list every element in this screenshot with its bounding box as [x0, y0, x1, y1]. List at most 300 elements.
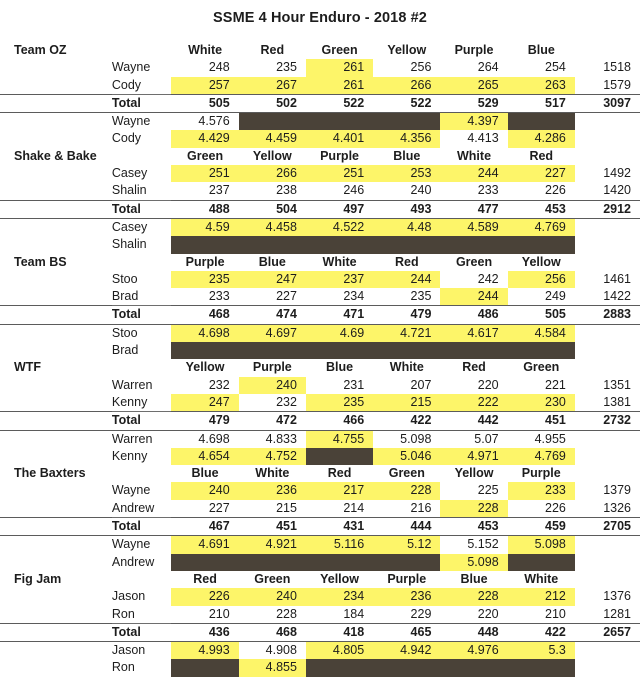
- team-name: WTF: [14, 360, 42, 375]
- team-name: Team BS: [14, 254, 67, 269]
- colour-header-yellow: Yellow: [252, 148, 292, 163]
- spacer-cell: [0, 130, 112, 147]
- lap-cell: [306, 342, 373, 359]
- total-cell: 436: [171, 623, 238, 641]
- total-cell: 422: [508, 623, 575, 641]
- lap-cell: 4.833: [239, 430, 306, 448]
- lap-row: [0, 218, 640, 236]
- total-label: Total: [112, 94, 172, 112]
- colour-header-purple: Purple: [252, 360, 292, 375]
- colour-header-purple: Purple: [387, 571, 427, 586]
- lap-cell: 4.413: [467, 131, 499, 146]
- score-cell: 235: [410, 289, 432, 304]
- spacer-cell: [0, 412, 112, 430]
- lap-cell: 4.755: [306, 430, 373, 448]
- total-cell: 493: [373, 200, 440, 218]
- row-total: 1492: [603, 166, 631, 181]
- score-cell: 232: [208, 377, 230, 392]
- lap-cell: 5.098: [373, 430, 440, 448]
- lap-cell: 4.855: [239, 659, 306, 676]
- score-cell: 215: [373, 394, 440, 412]
- spacer-cell: [112, 42, 172, 59]
- total-cell: 453: [508, 200, 575, 218]
- spacer-cell: [575, 113, 640, 131]
- lap-cell: 4.459: [239, 130, 306, 147]
- team-name: The Baxters: [14, 466, 86, 481]
- lap-cell: 4.654: [171, 448, 238, 465]
- spacer-cell: [0, 165, 112, 182]
- score-cell: 257: [171, 77, 238, 95]
- total-cell: 471: [306, 306, 373, 324]
- total-cell: 468: [239, 623, 306, 641]
- total-cell: 444: [373, 518, 440, 536]
- score-cell: 236: [239, 482, 306, 499]
- score-cell: 231: [343, 377, 365, 392]
- row-total: 1579: [603, 77, 631, 92]
- lap-row: [0, 324, 640, 342]
- lap-cell: [171, 236, 238, 253]
- row-total: 1326: [603, 500, 631, 515]
- lap-driver-name: Brad: [111, 343, 139, 358]
- grand-total: 2657: [575, 623, 640, 641]
- spacer-cell: [112, 254, 172, 271]
- colour-header-red: Red: [193, 571, 217, 586]
- total-cell: 448: [440, 623, 507, 641]
- lap-cell: 5.3: [508, 642, 575, 660]
- lap-cell: 4.698: [171, 324, 238, 342]
- score-cell: 265: [440, 77, 507, 95]
- total-cell: 467: [171, 518, 238, 536]
- lap-cell: [239, 342, 306, 359]
- driver-name: Stoo: [111, 271, 138, 286]
- lap-row: [0, 642, 640, 660]
- total-cell: 431: [306, 518, 373, 536]
- driver-name: Andrew: [112, 500, 172, 518]
- lap-cell: [508, 113, 575, 131]
- score-cell: 228: [276, 606, 297, 621]
- spacer-cell: [0, 94, 112, 112]
- colour-header-purple: Purple: [320, 148, 359, 163]
- team-name: Fig Jam: [14, 571, 62, 586]
- score-cell: 247: [239, 271, 306, 288]
- lap-cell: 4.976: [440, 642, 507, 660]
- lap-row: [0, 113, 640, 131]
- spacer-cell: [0, 182, 112, 200]
- row-total: 1379: [603, 483, 631, 498]
- spacer-cell: [0, 588, 112, 605]
- lap-cell: 4.286: [508, 130, 575, 147]
- score-cell: 235: [171, 271, 238, 288]
- colour-header-red: Red: [260, 43, 285, 57]
- score-cell: 226: [545, 500, 566, 515]
- lap-driver-name: Ron: [111, 660, 135, 675]
- lap-cell: [508, 554, 575, 571]
- colour-header-yellow: Yellow: [454, 466, 494, 481]
- spacer-cell: [0, 59, 112, 76]
- lap-cell: [373, 113, 440, 131]
- colour-header-red: Red: [529, 148, 554, 163]
- lap-driver-name: Jason: [112, 642, 172, 660]
- total-cell: 479: [171, 412, 238, 430]
- table-row: [0, 77, 640, 95]
- lap-driver-name: Shalin: [111, 237, 147, 252]
- row-total: 1381: [603, 394, 631, 409]
- spacer-cell: [0, 518, 112, 536]
- spacer-cell: [0, 113, 112, 131]
- score-cell: 240: [171, 482, 238, 499]
- lap-cell: 5.098: [440, 554, 507, 571]
- colour-header-row: [0, 571, 640, 588]
- lap-cell: 4.955: [508, 430, 575, 448]
- lap-cell: 4.691: [171, 536, 238, 554]
- spacer-cell: [575, 42, 640, 59]
- score-cell: 251: [171, 165, 238, 182]
- spacer-cell: [0, 324, 112, 342]
- lap-cell: 4.971: [440, 448, 507, 465]
- score-cell: 227: [208, 500, 230, 515]
- table-row: [0, 606, 640, 624]
- score-cell: 236: [373, 588, 440, 605]
- lap-cell: 4.697: [239, 324, 306, 342]
- lap-cell: [440, 342, 507, 359]
- score-cell: 235: [276, 60, 297, 75]
- lap-cell: 4.356: [373, 130, 440, 147]
- table-row: [0, 288, 640, 306]
- colour-header-white: White: [457, 148, 492, 163]
- colour-header-blue: Blue: [326, 360, 354, 375]
- total-cell: 522: [306, 94, 373, 112]
- colour-header-blue: Blue: [393, 148, 421, 163]
- score-cell: 244: [373, 271, 440, 288]
- score-cell: 244: [440, 165, 507, 182]
- grand-total: 2732: [575, 412, 640, 430]
- total-cell: 468: [171, 306, 238, 324]
- score-cell: 217: [306, 482, 373, 499]
- driver-name: Kenny: [112, 394, 172, 412]
- grand-total: 3097: [575, 94, 640, 112]
- score-cell: 261: [306, 59, 373, 76]
- score-cell: 184: [343, 606, 365, 621]
- spacer-cell: [575, 254, 640, 271]
- score-cell: 230: [508, 394, 575, 412]
- total-cell: 529: [440, 94, 507, 112]
- score-cell: 226: [171, 588, 238, 605]
- driver-name: Ron: [112, 606, 172, 624]
- lap-cell: 4.584: [508, 324, 575, 342]
- score-cell: 220: [477, 377, 499, 392]
- lap-driver-name: Wayne: [112, 536, 172, 554]
- spacer-cell: [0, 554, 112, 571]
- colour-header-green: Green: [455, 254, 493, 269]
- score-cell: 244: [440, 288, 507, 306]
- total-row: [0, 94, 640, 112]
- spacer-cell: [0, 236, 112, 253]
- lap-row: [0, 554, 640, 571]
- lap-cell: 4.401: [306, 130, 373, 147]
- lap-cell: [239, 236, 306, 253]
- table-row: [0, 165, 640, 182]
- driver-name: Brad: [112, 288, 172, 306]
- score-cell: 220: [477, 606, 499, 621]
- score-cell: 212: [508, 588, 575, 605]
- lap-driver-name: Stoo: [112, 324, 172, 342]
- lap-cell: 4.721: [373, 324, 440, 342]
- spacer-cell: [0, 377, 112, 394]
- total-label: Total: [112, 412, 172, 430]
- lap-cell: 4.48: [373, 218, 440, 236]
- score-cell: 226: [545, 183, 566, 198]
- score-cell: 266: [373, 77, 440, 95]
- score-cell: 210: [545, 606, 566, 621]
- total-row: [0, 412, 640, 430]
- lap-cell: [239, 113, 306, 131]
- spacer-cell: [0, 394, 112, 412]
- spacer-cell: [575, 536, 640, 554]
- total-cell: 517: [508, 94, 575, 112]
- total-cell: 459: [508, 518, 575, 536]
- lap-row: [0, 236, 640, 253]
- row-total: 1376: [603, 589, 631, 604]
- spacer-cell: [112, 359, 172, 376]
- lap-driver-name: Wayne: [112, 113, 172, 131]
- lap-cell: 4.908: [239, 642, 306, 660]
- spacer-cell: [112, 465, 172, 482]
- total-cell: 453: [440, 518, 507, 536]
- score-cell: 256: [508, 271, 575, 288]
- lap-driver-name: Cody: [111, 131, 142, 146]
- colour-header-green: Green: [523, 360, 560, 375]
- lap-cell: [440, 659, 507, 676]
- lap-cell: 4.59: [171, 218, 238, 236]
- score-cell: 234: [306, 588, 373, 605]
- colour-header-purple: Purple: [185, 254, 225, 269]
- score-cell: 222: [440, 394, 507, 412]
- spacer-cell: [575, 642, 640, 660]
- spacer-cell: [0, 77, 112, 95]
- results-table: [0, 42, 640, 677]
- spacer-cell: [575, 448, 640, 465]
- row-total: 1518: [603, 60, 631, 75]
- driver-name: Wayne: [111, 60, 151, 75]
- total-cell: 479: [373, 306, 440, 324]
- colour-header-red: Red: [394, 254, 419, 269]
- lap-cell: [373, 659, 440, 676]
- lap-cell: 5.046: [373, 448, 440, 465]
- lap-cell: 4.576: [171, 113, 238, 131]
- driver-name: Casey: [111, 166, 148, 181]
- row-total: 1351: [603, 377, 631, 392]
- lap-row: [0, 659, 640, 676]
- total-row: [0, 200, 640, 218]
- lap-cell: 5.152: [440, 536, 507, 554]
- colour-header-row: [0, 42, 640, 59]
- lap-cell: 4.805: [306, 642, 373, 660]
- spacer-cell: [575, 571, 640, 588]
- results-table-body: [0, 42, 640, 677]
- spacer-cell: [0, 288, 112, 306]
- spacer-cell: [0, 536, 112, 554]
- lap-cell: [373, 236, 440, 253]
- lap-cell: 4.769: [508, 218, 575, 236]
- lap-cell: 4.993: [171, 642, 238, 660]
- score-cell: 267: [239, 77, 306, 95]
- colour-header-white: White: [322, 254, 357, 269]
- table-row: [0, 588, 640, 605]
- spacer-cell: [575, 465, 640, 482]
- lap-row: [0, 130, 640, 147]
- team-name: Team OZ: [14, 43, 67, 57]
- total-label: Total: [112, 518, 172, 536]
- lap-cell: 4.458: [239, 218, 306, 236]
- score-cell: 228: [440, 588, 507, 605]
- lap-cell: 5.116: [306, 536, 373, 554]
- colour-header-purple: Purple: [521, 466, 561, 481]
- lap-cell: 4.769: [508, 448, 575, 465]
- colour-header-yellow: Yellow: [185, 360, 225, 375]
- colour-header-purple: Purple: [454, 43, 494, 57]
- lap-cell: 4.617: [440, 324, 507, 342]
- lap-cell: [306, 236, 373, 253]
- spacer-cell: [575, 359, 640, 376]
- spacer-cell: [0, 623, 112, 641]
- score-cell: 210: [208, 606, 230, 621]
- lap-cell: 4.522: [306, 218, 373, 236]
- colour-header-row: [0, 254, 640, 271]
- lap-cell: [306, 659, 373, 676]
- total-cell: 486: [440, 306, 507, 324]
- score-cell: 251: [306, 165, 373, 182]
- lap-cell: [508, 236, 575, 253]
- colour-header-white: White: [524, 571, 559, 586]
- grand-total: 2883: [575, 306, 640, 324]
- total-row: [0, 623, 640, 641]
- score-cell: 266: [239, 165, 306, 182]
- score-cell: 264: [477, 60, 499, 75]
- row-total: 1281: [603, 606, 631, 621]
- total-cell: 442: [440, 412, 507, 430]
- lap-cell: 5.12: [373, 536, 440, 554]
- colour-header-blue: Blue: [460, 571, 488, 586]
- driver-name: Warren: [111, 377, 153, 392]
- score-cell: 249: [545, 289, 566, 304]
- lap-cell: [171, 554, 238, 571]
- colour-header-green: Green: [187, 148, 224, 163]
- lap-cell: 4.429: [171, 130, 238, 147]
- colour-header-green: Green: [254, 571, 291, 586]
- grand-total: 2705: [575, 518, 640, 536]
- driver-name: Cody: [112, 77, 172, 95]
- spacer-cell: [0, 448, 112, 465]
- colour-header-yellow: Yellow: [521, 254, 561, 269]
- spacer-cell: [0, 342, 112, 359]
- lap-row: [0, 448, 640, 465]
- spacer-cell: [575, 430, 640, 448]
- colour-header-row: [0, 359, 640, 376]
- colour-header-yellow: Yellow: [320, 571, 359, 586]
- lap-cell: 5.07: [440, 430, 507, 448]
- score-cell: 256: [410, 60, 432, 75]
- score-cell: 216: [410, 500, 432, 515]
- colour-header-blue: Blue: [527, 43, 555, 57]
- total-cell: 418: [306, 623, 373, 641]
- total-cell: 474: [239, 306, 306, 324]
- spacer-cell: [0, 430, 112, 448]
- score-cell: 207: [410, 377, 432, 392]
- score-cell: 227: [508, 165, 575, 182]
- score-cell: 233: [508, 482, 575, 499]
- total-row: [0, 518, 640, 536]
- colour-header-row: [0, 148, 640, 165]
- lap-driver-name: Casey: [112, 218, 172, 236]
- score-cell: 246: [343, 183, 365, 198]
- team-name: Shake & Bake: [14, 148, 97, 163]
- total-cell: 505: [171, 94, 238, 112]
- driver-name: Shalin: [112, 182, 172, 200]
- score-cell: 240: [239, 377, 306, 394]
- row-total: 1422: [603, 289, 631, 304]
- colour-header-row: [0, 465, 640, 482]
- spacer-cell: [575, 342, 640, 359]
- lap-cell: [306, 448, 373, 465]
- spacer-cell: [112, 148, 172, 165]
- score-cell: 233: [477, 183, 499, 198]
- lap-cell: [306, 113, 373, 131]
- lap-cell: [373, 342, 440, 359]
- lap-cell: [440, 236, 507, 253]
- spacer-cell: [575, 148, 640, 165]
- lap-driver-name: Andrew: [111, 554, 155, 569]
- total-cell: 466: [306, 412, 373, 430]
- score-cell: 234: [343, 289, 365, 304]
- score-cell: 228: [440, 500, 507, 518]
- total-label: Total: [112, 200, 172, 218]
- total-cell: 422: [373, 412, 440, 430]
- total-cell: 477: [440, 200, 507, 218]
- grand-total: 2912: [575, 200, 640, 218]
- driver-name: Jason: [111, 589, 146, 604]
- spacer-cell: [0, 271, 112, 288]
- spacer-cell: [575, 218, 640, 236]
- spacer-cell: [575, 324, 640, 342]
- lap-row: [0, 342, 640, 359]
- lap-driver-name: Kenny: [111, 448, 148, 463]
- driver-name: Wayne: [111, 483, 151, 498]
- total-label: Total: [112, 306, 172, 324]
- score-cell: 247: [171, 394, 238, 412]
- score-cell: 215: [276, 500, 297, 515]
- score-cell: 227: [276, 289, 297, 304]
- score-cell: 221: [545, 377, 566, 392]
- score-cell: 237: [306, 271, 373, 288]
- lap-cell: 4.921: [239, 536, 306, 554]
- score-cell: 235: [306, 394, 373, 412]
- colour-header-white: White: [255, 466, 290, 481]
- table-row: [0, 500, 640, 518]
- spacer-cell: [575, 236, 640, 253]
- page-title: SSME 4 Hour Enduro - 2018 #2: [213, 10, 427, 26]
- total-cell: 472: [239, 412, 306, 430]
- total-label: Total: [112, 623, 172, 641]
- score-cell: 263: [508, 77, 575, 95]
- spacer-cell: [0, 642, 112, 660]
- score-cell: 228: [373, 482, 440, 499]
- spacer-cell: [0, 306, 112, 324]
- colour-header-yellow: Yellow: [387, 43, 427, 57]
- total-cell: 502: [239, 94, 306, 112]
- lap-cell: 4.397: [440, 113, 507, 131]
- lap-cell: [306, 554, 373, 571]
- lap-row: [0, 430, 640, 448]
